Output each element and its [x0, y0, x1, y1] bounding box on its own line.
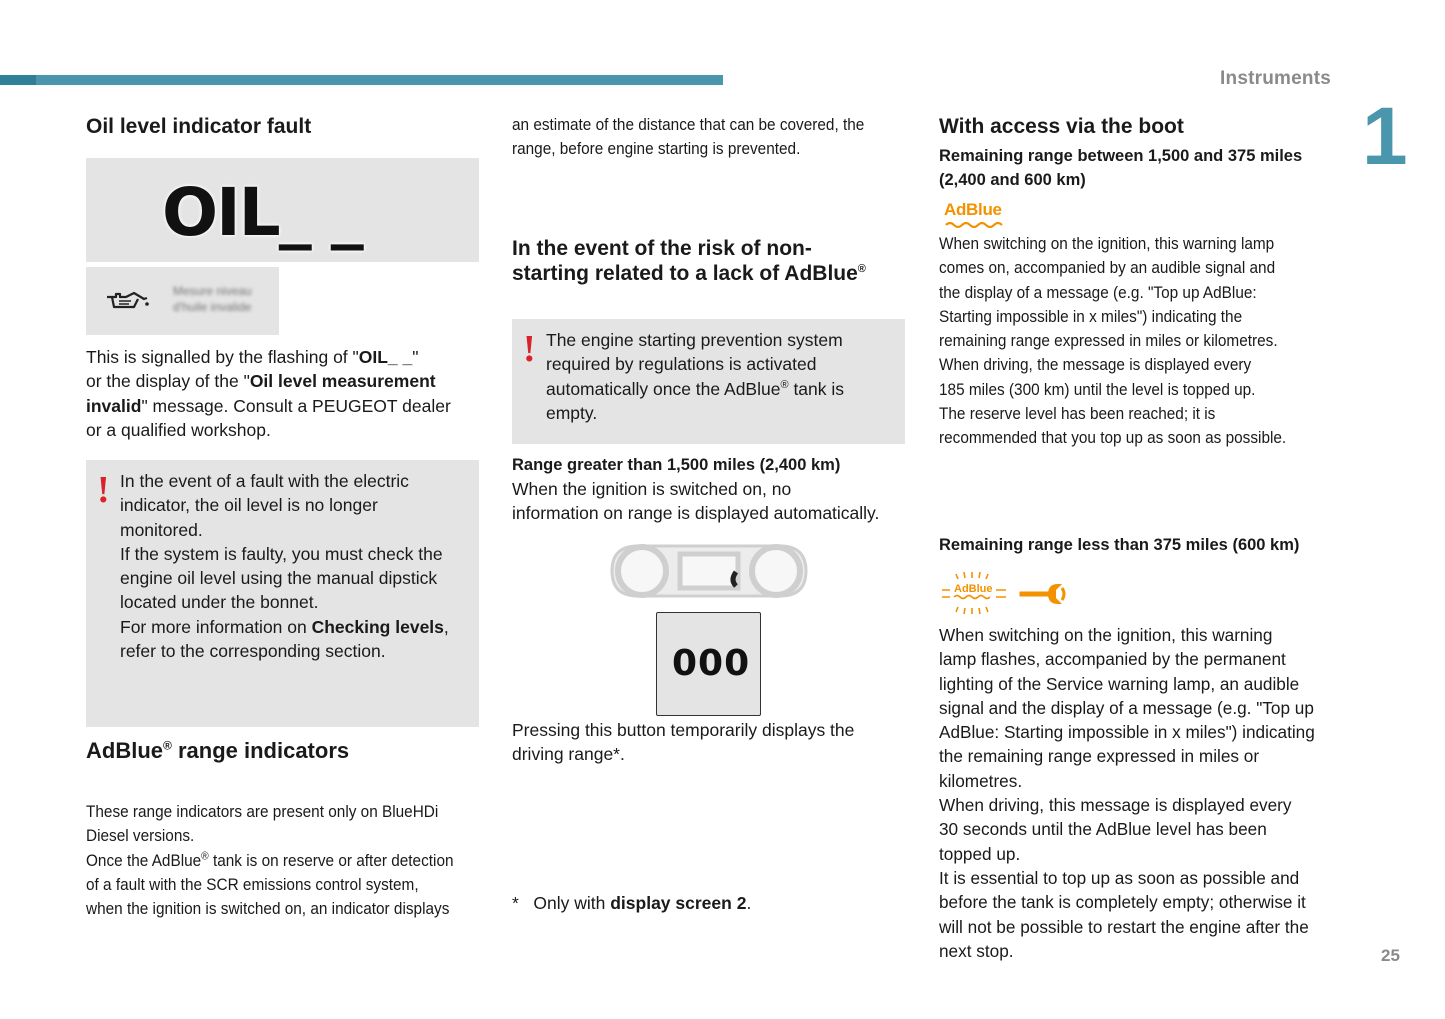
range-less-375-paragraph: When switching on the ignition, this warning lamp flashes, accompanied by the permanent lighting of the Service warning lamp, an audible signal and the display of a message (e.g. "Top up AdBlue: Starting impossible in x miles") indicating the remaining range expressed in miles or kilometres. When driving, this message is displayed every 30 seconds until the AdBlue level has been topped up. It is essential to top up as soon as possible and before the tank is completely empty; otherwise it will not be possible to restart the engine after the next stop.: [939, 625, 1315, 961]
service-wrench-icon: [1018, 582, 1068, 606]
adblue-range-paragraph: These range indicators are present only on BlueHDi Diesel versions. Once the AdBlue® tank is on reserve or after detection of a fault with the SCR emissions control system, when the ignition is switched on, an indicator displays: [86, 803, 454, 919]
instrument-cluster-icon: [608, 540, 810, 602]
adblue-range-heading: AdBlue® range indicators: [86, 738, 350, 763]
warning-icon: !: [523, 328, 536, 370]
press-button-paragraph: Pressing this button temporarily displays the driving range*.: [512, 720, 855, 765]
range-display-button-label: 000: [672, 643, 751, 684]
adblue-warning-lamp-icon: AdBlue: [944, 200, 1014, 232]
oil-fault-heading: Oil level indicator fault: [86, 115, 312, 138]
oil-can-icon: [104, 288, 152, 314]
oil-display-text: OIL_ _: [162, 174, 362, 251]
range-1500-375-paragraph: When switching on the ignition, this warning lamp comes on, accompanied by an audible signal and the display of a message (e.g. "Top up AdBlue: Starting impossible in x miles") indicating the remaining range expressed in miles or kilometres. When driving, the message is displayed every 185 miles (300 km) until the level is topped up. The reserve level has been reached; it is recommended that you top up as soon as possible.: [939, 235, 1287, 448]
range-1500-375-heading: Remaining range between 1,500 and 375 miles (2,400 and 600 km): [939, 147, 1303, 189]
chapter-number: 1: [1362, 91, 1408, 182]
header-accent-bar-left: [0, 75, 36, 85]
header-accent-bar: [0, 75, 723, 85]
range-greater-paragraph: When the ignition is switched on, no information on range is displayed automatically.: [512, 479, 880, 524]
section-title: Instruments: [1220, 68, 1331, 89]
oil-message-blurred: Mesure niveau d'huile invalide: [173, 284, 252, 314]
oil-signal-paragraph: This is signalled by the flashing of "OIL_ _" or the display of the "Oil level measurement invalid" message. Consult a PEUGEOT dealer or a qualified workshop.: [86, 347, 451, 440]
prevention-warning-text: The engine starting prevention system required by regulations is activated automatically once the AdBlue® tank is empty.: [546, 330, 845, 423]
oil-warning-text: In the event of a fault with the electric indicator, the oil level is no longer monitored. If the system is faulty, you must check the engine oil level using the manual dipstick located under the bonnet. For more information on Checking levels, refer to the corresponding section.: [120, 471, 449, 662]
adblue-flashing-lamp-label: AdBlue: [954, 583, 993, 595]
footnote: * Only with display screen 2.: [512, 893, 752, 913]
range-greater-heading: Range greater than 1,500 miles (2,400 km): [512, 456, 841, 474]
range-less-375-heading: Remaining range less than 375 miles (600 km): [939, 536, 1300, 554]
page-number: 25: [1381, 946, 1400, 965]
range-continued-paragraph: an estimate of the distance that can be covered, the range, before engine starting is prevented.: [512, 116, 865, 159]
risk-non-starting-heading: In the event of the risk of non- starting related to a lack of AdBlue®: [512, 237, 866, 285]
boot-access-heading: With access via the boot: [939, 115, 1184, 138]
warning-icon: !: [97, 469, 110, 511]
